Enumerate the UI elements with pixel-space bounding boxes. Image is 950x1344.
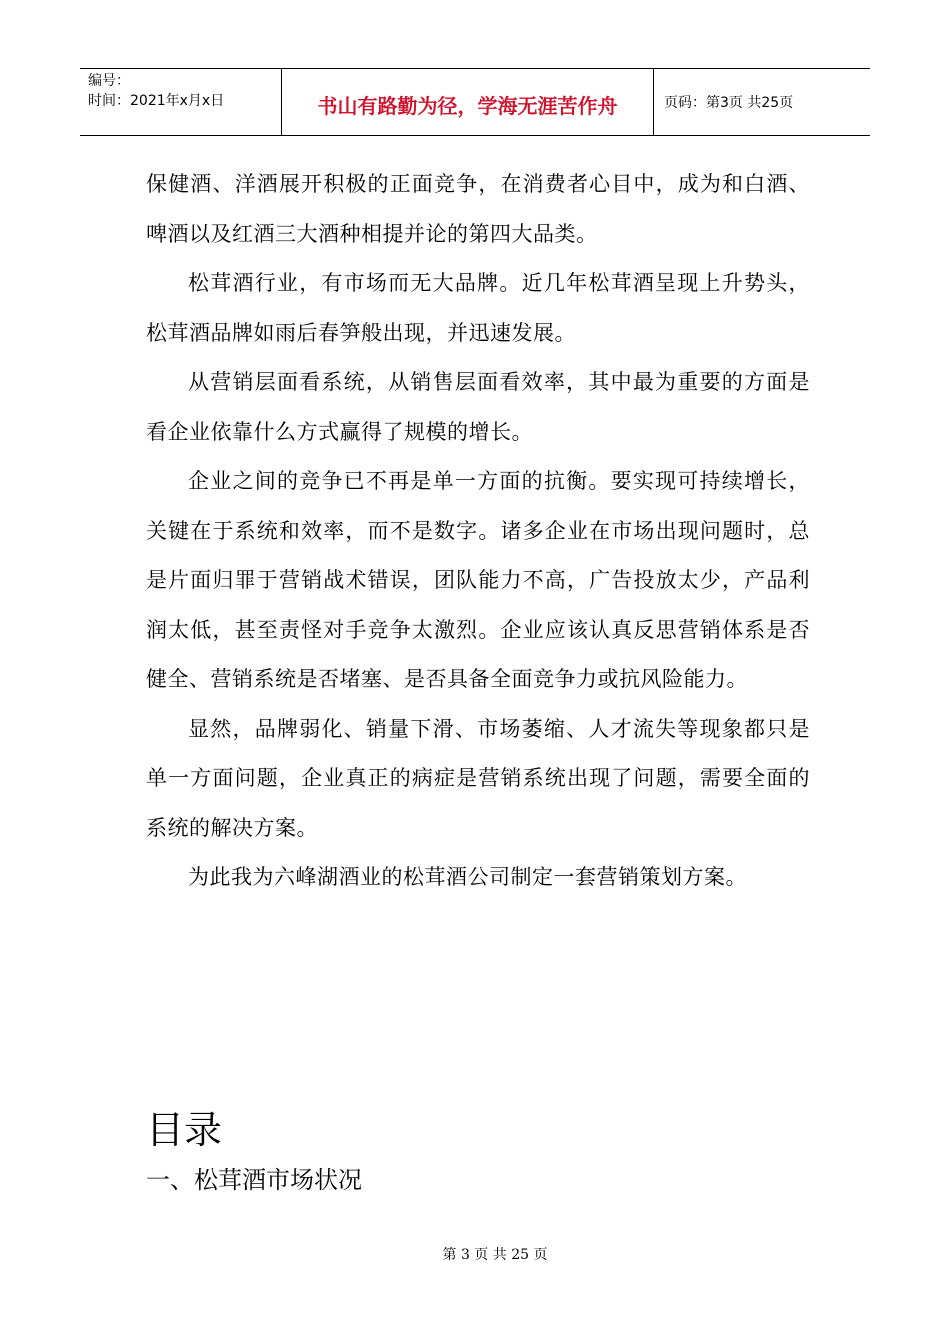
toc-item: 一、松茸酒市场状况: [146, 1166, 362, 1194]
paragraph: 保健酒、洋酒展开积极的正面竞争，在消费者心目中，成为和白酒、啤酒以及红酒三大酒种相提并论的第四大品类。: [146, 172, 810, 246]
document-date: 时间：2021年x月x日: [88, 93, 225, 109]
header-meta: [80, 69, 282, 135]
toc-title: 目录: [146, 1108, 223, 1152]
paragraph: 松茸酒行业，有市场而无大品牌。近几年松茸酒呈现上升势头，松茸酒品牌如雨后春笋般出现，并迅速发展。: [146, 271, 810, 345]
page-footer: 第 3 页 共 25 页: [442, 1247, 548, 1263]
paragraph: 显然，品牌弱化、销量下滑、市场萎缩、人才流失等现象都只是单一方面问题，企业真正的病症是营销系统出现了问题，需要全面的系统的解决方案。: [146, 716, 810, 840]
page-header: [80, 68, 870, 136]
header-page-info: 页码：第3页 共25页: [664, 95, 794, 111]
paragraph: 为此我为六峰湖酒业的松茸酒公司制定一套营销策划方案。: [188, 865, 747, 889]
paragraph: 企业之间的竞争已不再是单一方面的抗衡。要实现可持续增长，关键在于系统和效率，而不是数字。诸多企业在市场出现问题时，总是片面归罪于营销战术错误，团队能力不高，广告投放太少，产品利润太低，甚至责怪对手竞争太激烈。企业应该认真反思营销体系是否健全、营销系统是否堵塞、是否具备全面竞争力或抗风险能力。: [146, 469, 810, 691]
document-body: [146, 160, 810, 903]
paragraph: 从营销层面看系统，从销售层面看效率，其中最为重要的方面是看企业依靠什么方式赢得了规模的增长。: [146, 370, 810, 444]
header-motto: 书山有路勤为径，学海无涯苦作舟: [282, 69, 654, 135]
document-number-label: 编号：: [88, 73, 130, 89]
